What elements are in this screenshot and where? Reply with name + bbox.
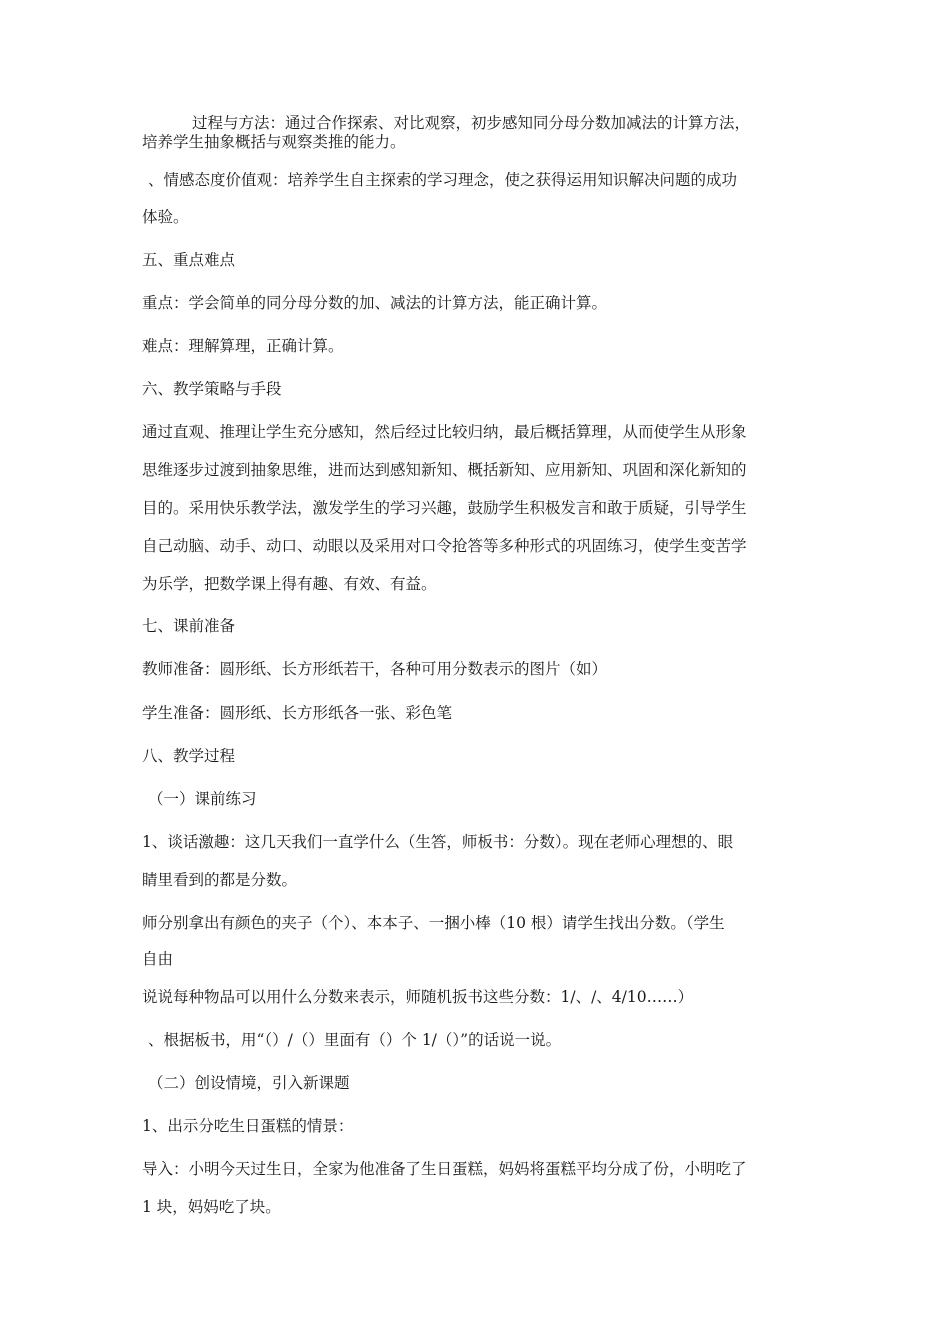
section-heading: 五、重点难点	[142, 251, 236, 269]
paragraph-line: 睛里看到的都是分数。	[142, 871, 298, 889]
section-heading: 八、教学过程	[142, 747, 236, 765]
paragraph-line: 、根据板书，用“（）/（）里面有（）个 1/（）”的话说一说。	[148, 1031, 562, 1049]
paragraph-line: 教师准备：圆形纸、长方形纸若干，各种可用分数表示的图片（如）	[142, 660, 608, 678]
paragraph-line: 师分别拿出有颜色的夹子（个）、本本子、一捆小棒（10 根）请学生找出分数。（学生	[142, 914, 725, 932]
paragraph-line: 1、谈话激趣：这几天我们一直学什么（生答，师板书：分数）。现在老师心理想的、眼	[142, 833, 734, 851]
paragraph-line: 重点：学会简单的同分母分数的加、减法的计算方法，能正确计算。	[142, 294, 608, 312]
paragraph-line: 自己动脑、动手、动口、动眼以及采用对口令抢答等多种形式的巩固练习，使学生变苦学	[142, 537, 747, 555]
paragraph-line: 体验。	[142, 208, 189, 226]
paragraph-line: 培养学生抽象概括与观察类推的能力。	[142, 133, 406, 151]
paragraph-line: 导入：小明今天过生日，全家为他准备了生日蛋糕，妈妈将蛋糕平均分成了份，小明吃了	[142, 1160, 747, 1178]
paragraph-line: 难点：理解算理，正确计算。	[142, 337, 344, 355]
paragraph-line: 学生准备：圆形纸、长方形纸各一张、彩色笔	[142, 704, 453, 722]
paragraph-line: 思维逐步过渡到抽象思维，进而达到感知新知、概括新知、应用新知、巩固和深化新知的	[142, 461, 747, 479]
paragraph-line: 1、出示分吃生日蛋糕的情景：	[142, 1117, 354, 1135]
subsection-heading: （二）创设情境，引入新课题	[148, 1074, 350, 1092]
paragraph-line: 通过直观、推理让学生充分感知，然后经过比较归纳，最后概括算理，从而使学生从形象	[142, 423, 747, 441]
paragraph-line: 1 块，妈妈吃了块。	[142, 1198, 281, 1216]
paragraph-line: 自由	[142, 950, 174, 968]
paragraph-line: 目的。采用快乐教学法，激发学生的学习兴趣，鼓励学生积极发言和敢于质疑，引导学生	[142, 499, 747, 517]
section-heading: 六、教学策略与手段	[142, 380, 282, 398]
paragraph-line: 、情感态度价值观：培养学生自主探索的学习理念，使之获得运用知识解决问题的成功	[148, 171, 738, 189]
paragraph-line: 说说每种物品可以用什么分数来表示，师随机扳书这些分数：1/、/、4/10……）	[142, 988, 694, 1006]
paragraph-line: 为乐学，把数学课上得有趣、有效、有益。	[142, 575, 437, 593]
subsection-heading: （一）课前练习	[148, 790, 257, 808]
section-heading: 七、课前准备	[142, 617, 236, 635]
paragraph-line: 过程与方法：通过合作探索、对比观察，初步感知同分母分数加减法的计算方法，	[192, 114, 751, 132]
